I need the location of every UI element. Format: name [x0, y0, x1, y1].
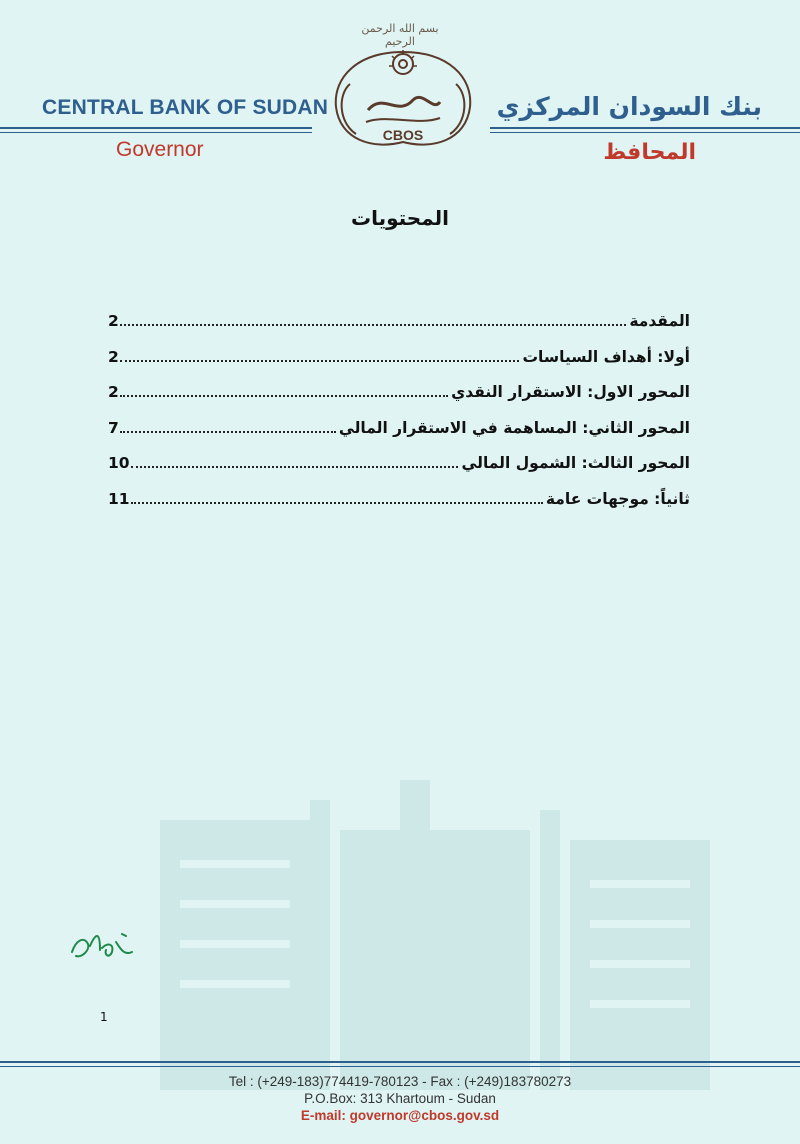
- toc-entry-label: المحور الثالث: الشمول المالي: [461, 454, 690, 472]
- dot-leader: [120, 395, 448, 397]
- dot-leader: [120, 360, 520, 362]
- toc-entry-label: المقدمة: [629, 312, 690, 330]
- footer-address: P.O.Box: 313 Khartoum - Sudan: [304, 1091, 496, 1106]
- toc-entry[interactable]: [108, 348, 690, 384]
- toc-entry-page: 2: [108, 383, 119, 401]
- basmala: بسم الله الرحمن الرحيم: [361, 22, 439, 48]
- dot-leader: [131, 502, 543, 504]
- toc-entry-page: 11: [108, 489, 130, 508]
- header-rule-right: [490, 127, 800, 129]
- dot-leader: [120, 431, 336, 433]
- building-watermark: [150, 760, 710, 1090]
- toc-entry-page: 7: [108, 418, 119, 437]
- cbos-emblem-icon: [328, 22, 478, 162]
- toc-entry-page: 10: [108, 454, 130, 472]
- footer-contact: [0, 1073, 800, 1124]
- toc-entry[interactable]: [108, 454, 690, 490]
- toc-entry-page: 2: [108, 312, 119, 330]
- toc-entry-label: المحور الثاني: المساهمة في الاستقرار المالي: [338, 418, 690, 437]
- toc-entry[interactable]: [108, 490, 690, 526]
- toc-entry[interactable]: [108, 312, 690, 348]
- svg-text:CBOS: CBOS: [382, 127, 424, 143]
- footer-rule-thin: [0, 1066, 800, 1067]
- page-number: 1: [100, 1010, 108, 1024]
- table-of-contents: [108, 312, 690, 525]
- header-rule-left-thin: [0, 132, 312, 133]
- footer-rule: [0, 1061, 800, 1063]
- toc-entry-label: ثانياً: موجهات عامة: [545, 489, 690, 508]
- bank-name-arabic: بنك السودان المركزي: [496, 92, 762, 121]
- toc-entry[interactable]: [108, 419, 690, 455]
- header-rule-left: [0, 127, 312, 129]
- governor-title-arabic: المحافظ: [603, 140, 696, 165]
- footer-phone: Tel : (+249-183)774419-780123 - Fax : (+249)183780273: [228, 1074, 572, 1089]
- governor-title-english: Governor: [116, 138, 204, 161]
- header-rule-right-thin: [490, 132, 800, 133]
- footer-email[interactable]: E-mail: governor@cbos.gov.sd: [300, 1108, 500, 1123]
- contents-title: المحتويات: [350, 206, 449, 230]
- toc-entry[interactable]: [108, 383, 690, 419]
- bank-name-english: CENTRAL BANK OF SUDAN: [42, 96, 329, 119]
- dot-leader: [120, 324, 627, 326]
- handwritten-signature: [66, 922, 138, 970]
- toc-entry-label: المحور الاول: الاستقرار النقدي: [451, 383, 690, 401]
- toc-entry-label: أولا: أهداف السياسات: [522, 347, 690, 366]
- dot-leader: [131, 466, 459, 468]
- toc-entry-page: 2: [108, 347, 119, 366]
